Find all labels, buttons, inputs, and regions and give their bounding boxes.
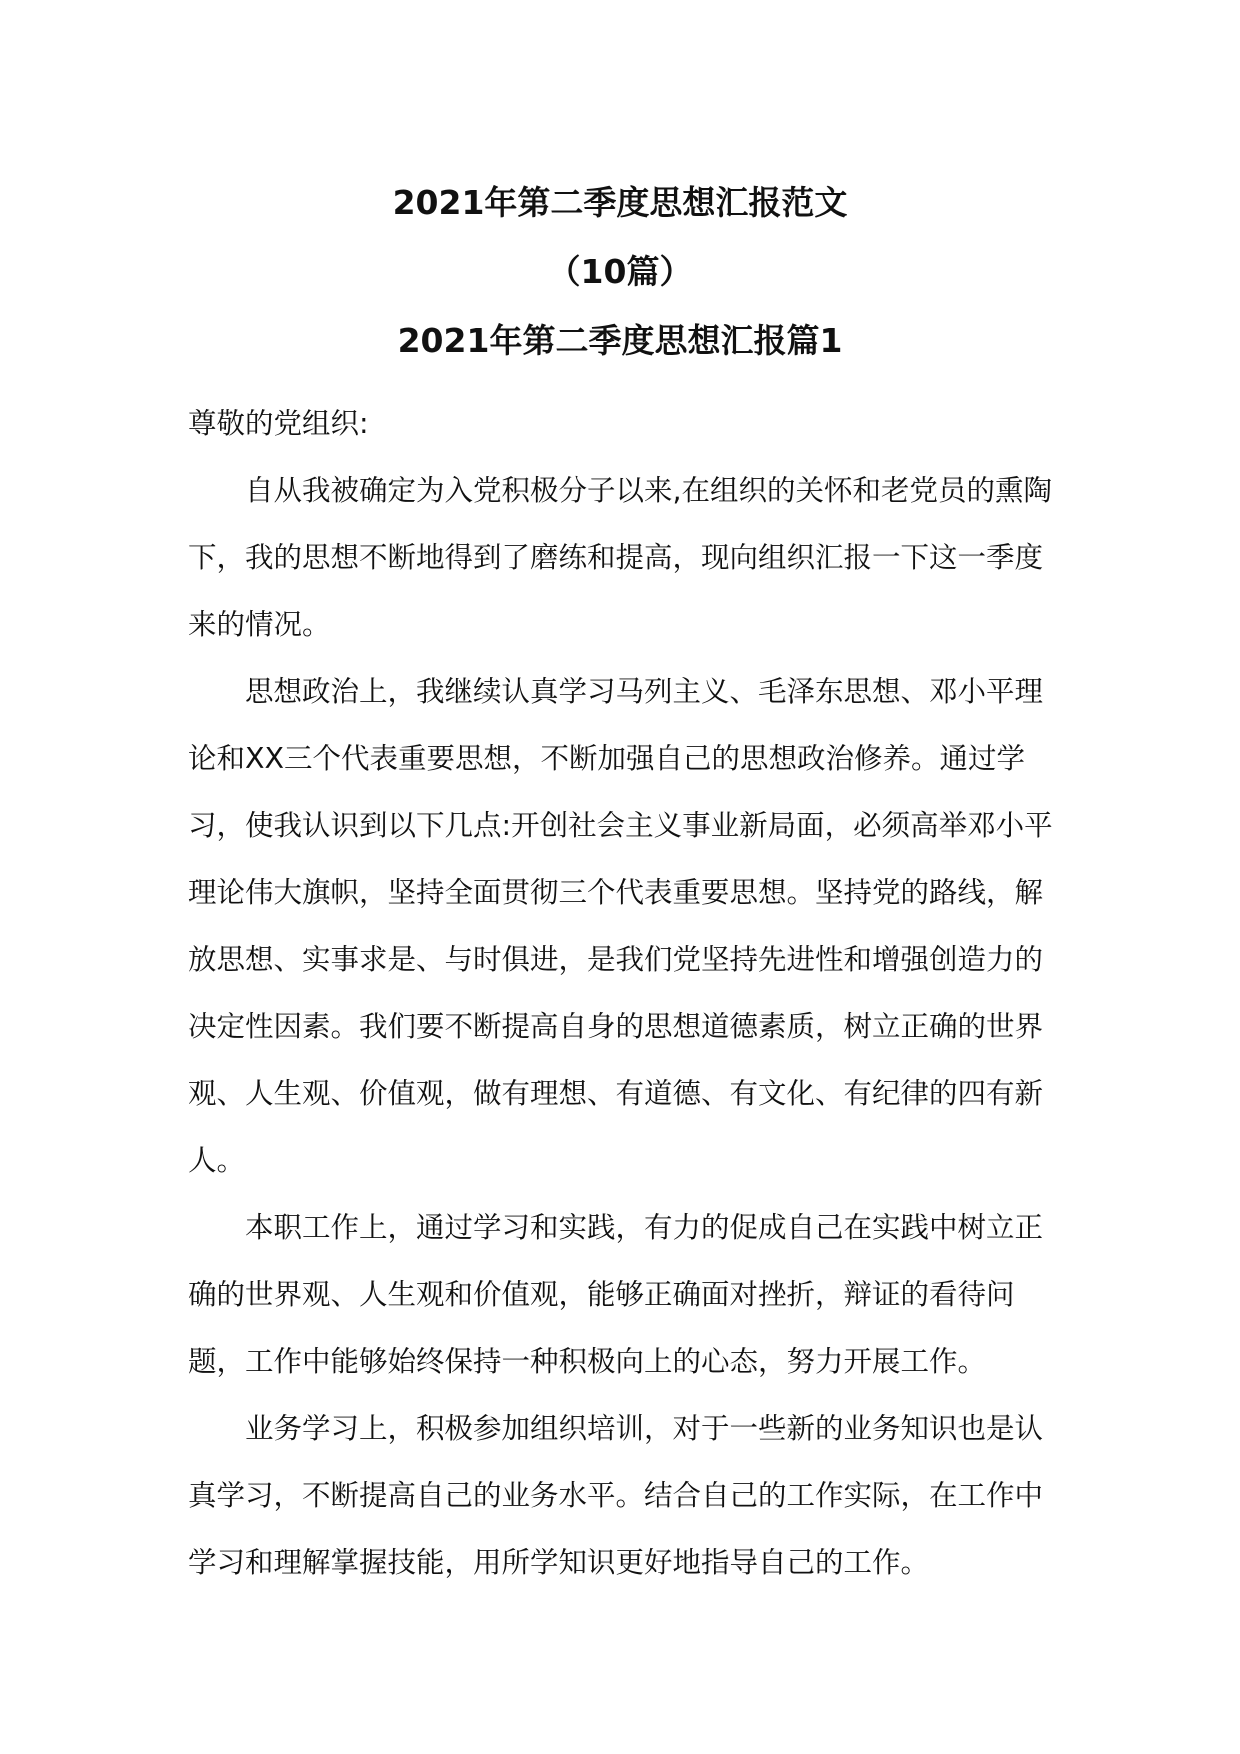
document-body [188,390,1054,1596]
paragraph: 思想政治上，我继续认真学习马列主义、毛泽东思想、邓小平理论和XX三个代表重要思想，不断加强自己的思想政治修养。通过学习，使我认识到以下几点:开创社会主义事业新局面，必须高举邓小平理论伟大旗帜，坚持全面贯彻三个代表重要思想。坚持党的路线，解放思想、实事求是、与时俱进，是我们党坚持先进性和增强创造力的决定性因素。我们要不断提高自身的思想道德素质，树立正确的世界观、人生观、价值观，做有理想、有道德、有文化、有纪律的四有新人。 [188,675,1053,1177]
salutation: 尊敬的党组织: [188,407,369,440]
document-title: 2021年第二季度思想汇报范文 [392,183,848,222]
section-title: 2021年第二季度思想汇报篇1 [397,321,843,360]
document-subtitle: （10篇） [547,252,693,291]
paragraph: 本职工作上，通过学习和实践，有力的促成自己在实践中树立正确的世界观、人生观和价值观，能够正确面对挫折，辩证的看待问题，工作中能够始终保持一种积极向上的心态，努力开展工作。 [188,1211,1044,1378]
paragraph: 自从我被确定为入党积极分子以来,在组织的关怀和老党员的熏陶下，我的思想不断地得到了磨练和提高，现向组织汇报一下这一季度来的情况。 [188,474,1053,641]
paragraph: 业务学习上，积极参加组织培训，对于一些新的业务知识也是认真学习，不断提高自己的业务水平。结合自己的工作实际，在工作中学习和理解掌握技能，用所学知识更好地指导自己的工作。 [188,1412,1044,1579]
